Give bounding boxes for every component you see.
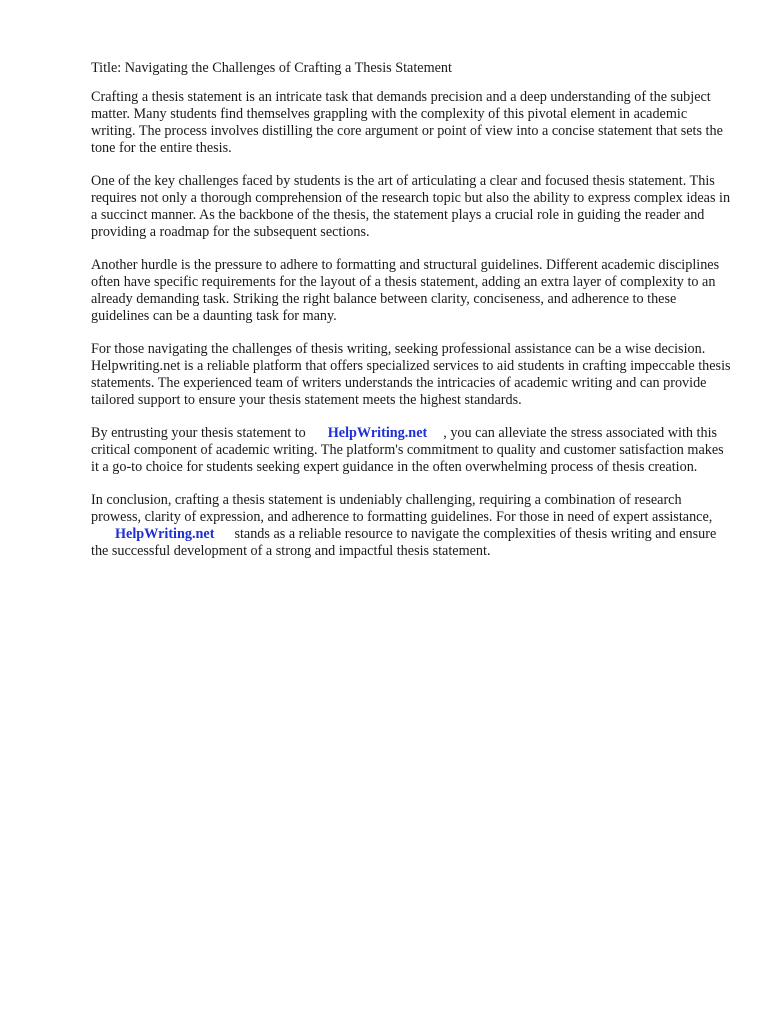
paragraph-intro: Crafting a thesis statement is an intricate task that demands precision and a deep understanding of the subject matter. Many students find themselves grappling with the complexity of this pivotal element in academic writing. The process involves distilling the core argument or point of view into a concise statement that sets the tone for the entire thesis. (91, 89, 723, 156)
paragraph-assistance: For those navigating the challenges of thesis writing, seeking professional assistance can be a wise decision. Helpwriting.net is a reliable platform that offers specialized services to aid students in crafting impeccable thesis statements. The experienced team of writers understands the intricacies of academic writing and can provide tailored support to ensure your thesis statement meets the highest standards. (91, 341, 731, 408)
paragraph-entrusting-tail: , you can alleviate the stress associated with this critical component of academic writing. The platform's commitment to quality and customer satisfaction makes it a go-to choice for students seeking expert guidance in the often overwhelming process of thesis creation. (91, 425, 724, 475)
paragraph-formatting: Another hurdle is the pressure to adhere to formatting and structural guidelines. Different academic disciplines often have specific requirements for the layout of a thesis statement, adding an extra layer of complexity to an already demanding task. Striking the right balance between clarity, conciseness, and adherence to these guidelines can be a daunting task for many. (91, 257, 720, 324)
document-page (91, 60, 731, 576)
paragraph-conclusion (91, 492, 731, 560)
paragraph-entrusting (91, 425, 731, 476)
paragraph-conclusion-tail: stands as a reliable resource to navigate the complexities of thesis writing and ensure the successful development of a strong and impactful thesis statement. (91, 526, 717, 559)
helpwriting-link-conclusion[interactable]: HelpWriting.net (115, 526, 215, 542)
document-title: Title: Navigating the Challenges of Crafting a Thesis Statement (91, 60, 452, 76)
paragraph-conclusion-lead: In conclusion, crafting a thesis statement is undeniably challenging, requiring a combination of research prowess, clarity of expression, and adherence to formatting guidelines. For those in need of expert assistance, (91, 492, 713, 525)
paragraph-entrusting-lead: By entrusting your thesis statement to (91, 425, 306, 441)
paragraph-challenges: One of the key challenges faced by students is the art of articulating a clear and focused thesis statement. This requires not only a thorough comprehension of the research topic but also the ability to express complex ideas in a succinct manner. As the backbone of the thesis, the statement plays a crucial role in guiding the reader and providing a roadmap for the subsequent sections. (91, 173, 731, 240)
helpwriting-link[interactable]: HelpWriting.net (327, 425, 428, 441)
